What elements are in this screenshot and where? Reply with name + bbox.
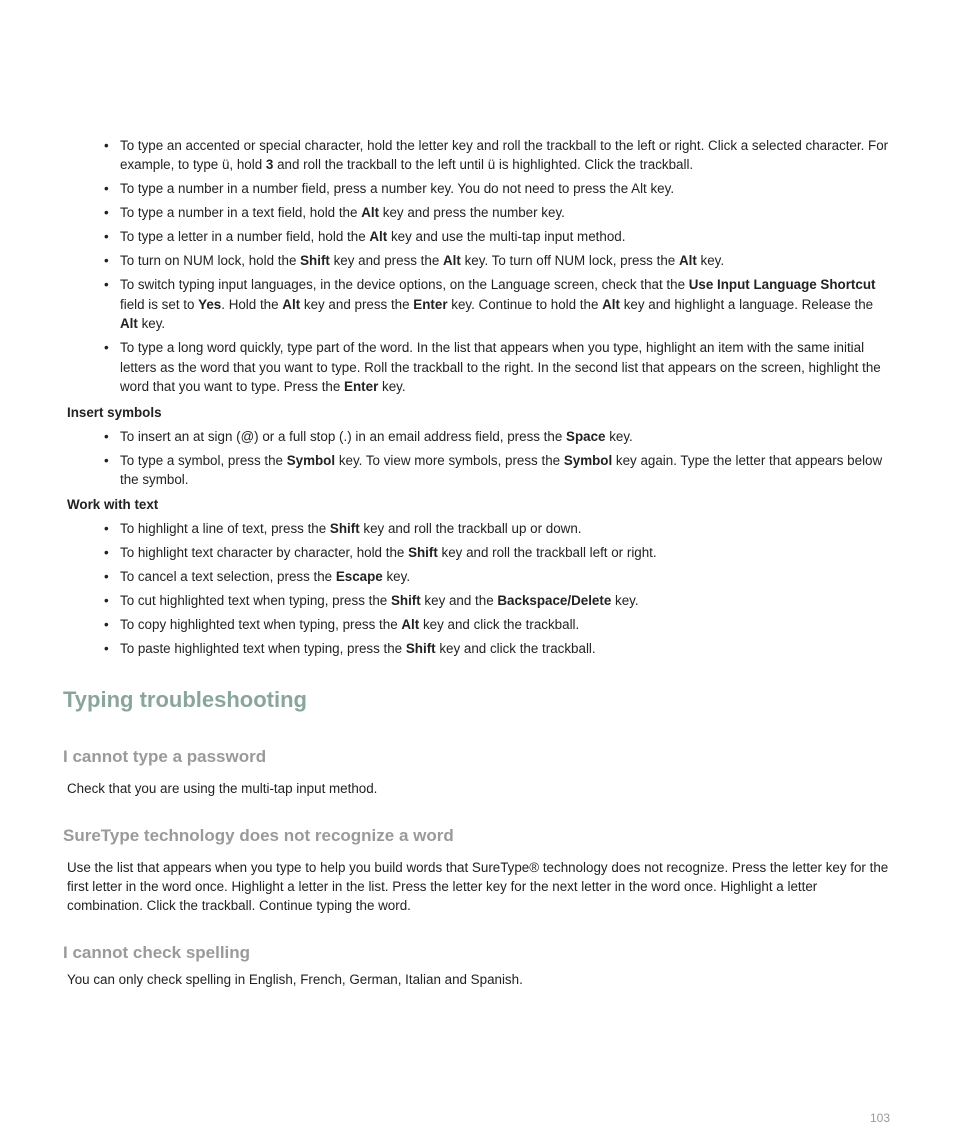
list-item: • To highlight text character by character, hold the Shift key and roll the trackball left or right. [104,543,894,562]
insert-symbols-heading: Insert symbols [67,405,162,420]
typing-tips-list [104,136,894,401]
section-title: Typing troubleshooting [63,687,307,712]
page-number: 103 [869,1111,890,1125]
list-item: • To type a long word quickly, type part of the word. In the list that appears when you type, highlight an item with the same initial letters as the word that you want to type. Roll the trackball to the right. In the second list that appears on the screen, highlight the word that you want to type. Press the Enter key. [104,338,894,396]
list-item: • To type a letter in a number field, hold the Alt key and use the multi-tap input method. [104,227,894,246]
spelling-text: You can only check spelling in English, French, German, Italian and Spanish. [67,972,523,987]
work-with-text-list [104,519,894,663]
list-item: • To cancel a text selection, press the Escape key. [104,567,894,586]
list-item: • To type a symbol, press the Symbol key. To view more symbols, press the Symbol key again. Type the letter that appears below the symbol. [104,451,894,490]
list-item: • To paste highlighted text when typing, press the Shift key and click the trackball. [104,639,894,658]
list-item: • To switch typing input languages, in the device options, on the Language screen, check that the Use Input Language Shortcut field is set to Yes. Hold the Alt key and press the Enter key. Continue to hold the Alt key and highlight a language. Release the Alt key. [104,275,894,333]
list-item: • To cut highlighted text when typing, press the Shift key and the Backspace/Delete key. [104,591,894,610]
suretype-text: Use the list that appears when you type to help you build words that SureType® technology does not recognize. Press the letter key for the first letter in the word once. Highlight a letter in the list. Press the letter key for the next letter in the word once. Highlight a letter combination. Click the trackball. Continue typing the word. [67,860,889,914]
list-item: • To type a number in a number field, press a number key. You do not need to press the Alt key. [104,179,894,198]
work-with-text-heading: Work with text [67,497,159,512]
list-item: • To type an accented or special character, hold the letter key and roll the trackball to the left or right. Click a selected character. For example, to type ü, hold 3 and roll the trackball to the left until ü is highlighted. Click the trackball. [104,136,894,175]
list-item: • To insert an at sign (@) or a full stop (.) in an email address field, press the Space key. [104,427,894,446]
spelling-heading: I cannot check spelling [63,943,251,962]
list-item: • To copy highlighted text when typing, press the Alt key and click the trackball. [104,615,894,634]
password-text: Check that you are using the multi-tap input method. [67,781,378,796]
list-item: • To highlight a line of text, press the Shift key and roll the trackball up or down. [104,519,894,538]
suretype-heading: SureType technology does not recognize a word [63,826,454,845]
password-heading: I cannot type a password [63,747,267,766]
insert-symbols-list [104,427,894,494]
list-item: • To turn on NUM lock, hold the Shift key and press the Alt key. To turn off NUM lock, press the Alt key. [104,251,894,270]
list-item: • To type a number in a text field, hold the Alt key and press the number key. [104,203,894,222]
